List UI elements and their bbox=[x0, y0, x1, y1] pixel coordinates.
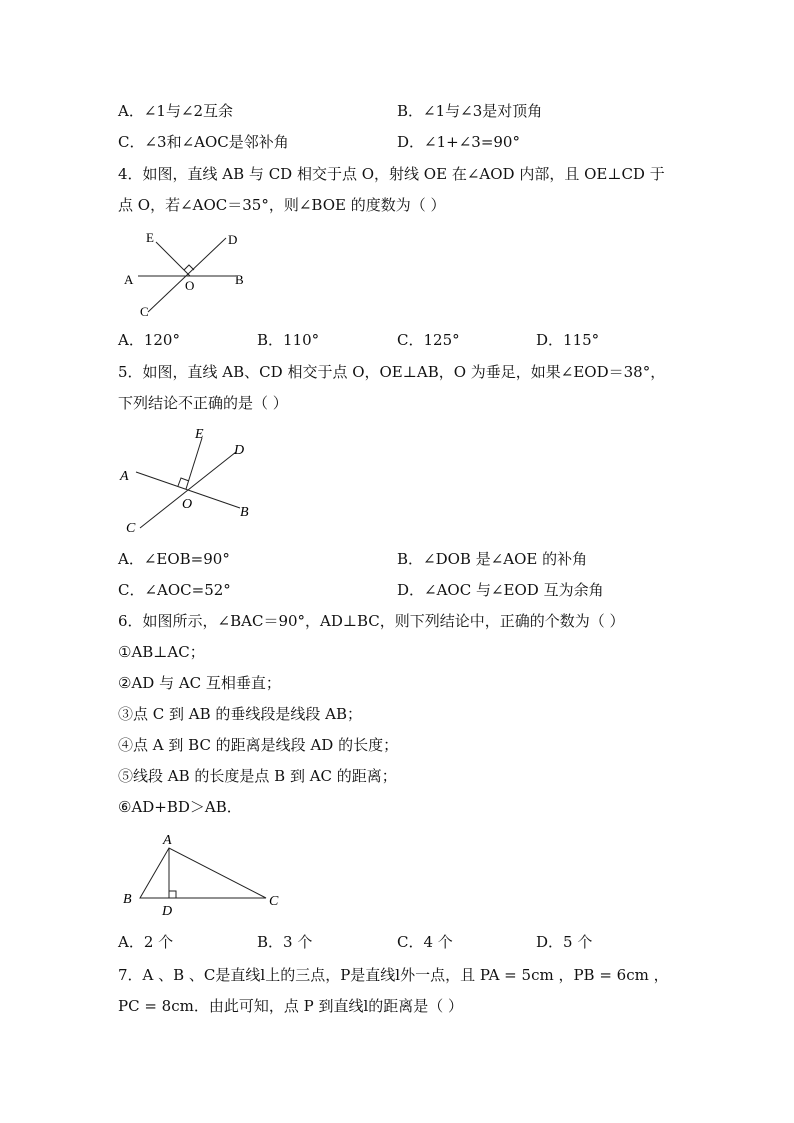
q5-label-c: C bbox=[126, 521, 136, 536]
q5-stem-line1: 5．如图，直线 AB、CD 相交于点 O，OE⊥AB，O 为垂足，如果∠EOD＝38°， bbox=[118, 363, 666, 381]
q6-item-5: ⑤线段 AB 的长度是点 B 到 AC 的距离； bbox=[118, 767, 397, 785]
q4-label-b: B bbox=[235, 272, 244, 287]
q4-figure bbox=[118, 226, 258, 321]
q4-stem-line2: 点 O，若∠AOC＝35°，则∠BOE 的度数为（ ） bbox=[118, 196, 446, 214]
q6-label-d: D bbox=[162, 904, 173, 919]
q6-item-1: ①AB⊥AC； bbox=[118, 643, 205, 661]
q5-option-b: B．∠DOB 是∠AOE 的补角 bbox=[397, 550, 588, 568]
q5-option-c: C．∠AOC=52° bbox=[118, 581, 231, 599]
q5-stem-line2: 下列结论不正确的是（ ） bbox=[118, 394, 288, 412]
q6-item-6: ⑥AD+BD＞AB． bbox=[118, 798, 242, 816]
q6-option-c: C．4 个 bbox=[397, 933, 453, 951]
q4-label-c: C bbox=[140, 304, 149, 319]
q5-option-d: D．∠AOC 与∠EOD 互为余角 bbox=[397, 581, 604, 599]
q3-option-a: A．∠1与∠2互余 bbox=[118, 102, 234, 120]
q4-label-a: A bbox=[124, 272, 134, 287]
q3-option-d: D．∠1+∠3=90° bbox=[397, 133, 520, 151]
q5-label-a: A bbox=[120, 469, 129, 484]
q5-label-o: O bbox=[182, 497, 193, 512]
q6-label-a: A bbox=[163, 833, 172, 848]
q6-option-a: A．2 个 bbox=[118, 933, 174, 951]
q6-option-d: D．5 个 bbox=[536, 933, 593, 951]
q7-stem-line1: 7．A 、B 、C是直线l上的三点，P是直线l外一点，且 PA = 5cm ，PB = 6cm ， bbox=[118, 966, 669, 984]
q4-option-c: C．125° bbox=[397, 331, 460, 349]
q6-item-3: ③点 C 到 AB 的垂线段是线段 AB； bbox=[118, 705, 363, 723]
q4-option-a: A．120° bbox=[118, 331, 180, 349]
q5-option-a: A．∠EOB=90° bbox=[118, 550, 230, 568]
q6-label-c: C bbox=[269, 894, 279, 909]
q3-option-b: B．∠1与∠3是对顶角 bbox=[397, 102, 543, 120]
q4-stem-line1: 4．如图，直线 AB 与 CD 相交于点 O，射线 OE 在∠AOD 内部，且 OE⊥CD 于 bbox=[118, 165, 665, 183]
q5-figure bbox=[116, 422, 261, 542]
q5-label-e: E bbox=[195, 427, 204, 442]
q7-stem-line2: PC = 8cm．由此可知，点 P 到直线l的距离是（ ） bbox=[118, 997, 464, 1015]
q4-option-b: B．110° bbox=[257, 331, 320, 349]
q6-figure bbox=[118, 828, 288, 920]
q5-label-b: B bbox=[240, 505, 249, 520]
q4-option-d: D．115° bbox=[536, 331, 600, 349]
q6-item-4: ④点 A 到 BC 的距离是线段 AD 的长度； bbox=[118, 736, 399, 754]
q6-label-b: B bbox=[123, 892, 132, 907]
q4-label-e: E bbox=[146, 230, 154, 245]
q6-stem-line1: 6．如图所示，∠BAC＝90°，AD⊥BC，则下列结论中，正确的个数为（ ） bbox=[118, 612, 625, 630]
q4-label-d: D bbox=[228, 232, 238, 247]
q6-item-2: ②AD 与 AC 互相垂直； bbox=[118, 674, 281, 692]
q4-label-o: O bbox=[185, 278, 195, 293]
q3-option-c: C．∠3和∠AOC是邻补角 bbox=[118, 133, 289, 151]
q5-label-d: D bbox=[234, 443, 245, 458]
q6-option-b: B．3 个 bbox=[257, 933, 313, 951]
